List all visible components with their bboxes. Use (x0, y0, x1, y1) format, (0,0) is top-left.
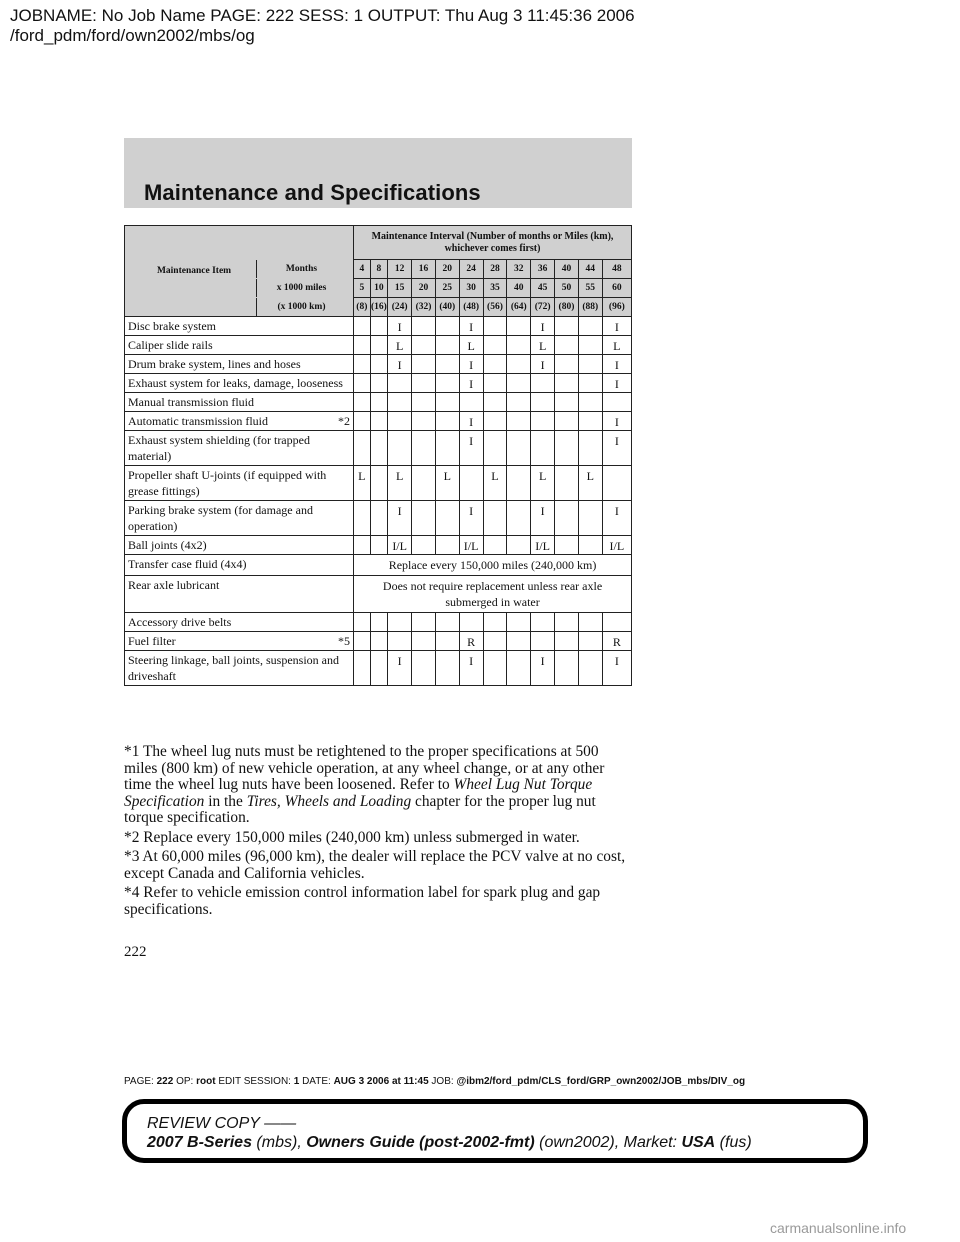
lug-nut-torque-reference: Wheel Lug Nut Torque Specification (124, 776, 593, 810)
row-cell: I (531, 651, 555, 686)
row-cell (370, 431, 388, 466)
row-cell (483, 336, 507, 355)
row-item (125, 613, 354, 632)
job-line: JOBNAME: No Job Name PAGE: 222 SESS: 1 OUTPUT: Thu Aug 3 11:45:36 2006 (10, 6, 635, 25)
row-cell (555, 412, 579, 431)
row-cell (578, 393, 602, 412)
row-cell (412, 355, 436, 374)
row-cell (435, 632, 459, 651)
row-cell: L (578, 466, 602, 501)
table-row (125, 555, 632, 576)
row-cell (507, 651, 531, 686)
table-row (125, 613, 632, 632)
row-cell (483, 536, 507, 555)
row-cell (507, 536, 531, 555)
header-months-6: 24 (459, 260, 483, 279)
header-miles-12: 60 (602, 279, 631, 298)
row-cell (507, 374, 531, 393)
row-cell (412, 374, 436, 393)
row-cell (388, 632, 412, 651)
header-km-9: (72) (531, 298, 555, 317)
row-cell: L (435, 466, 459, 501)
maintenance-table (124, 225, 632, 686)
table-row (125, 466, 632, 501)
row-cell (354, 393, 371, 412)
row-cell (388, 613, 412, 632)
header-miles-11: 55 (578, 279, 602, 298)
job-path: /ford_pdm/ford/own2002/mbs/og (10, 26, 255, 45)
row-cell (531, 431, 555, 466)
row-cell (354, 317, 371, 336)
row-cell (412, 466, 436, 501)
header-km-5: (40) (435, 298, 459, 317)
footnotes (124, 744, 634, 921)
row-cell (578, 632, 602, 651)
review-copy-label: REVIEW COPY —— (147, 1115, 297, 1132)
row-span-text: Replace every 150,000 miles (240,000 km) (354, 555, 632, 576)
row-cell (507, 412, 531, 431)
row-cell: R (459, 632, 483, 651)
header-months-5: 20 (435, 260, 459, 279)
row-cell (531, 393, 555, 412)
row-cell (578, 336, 602, 355)
row-cell (412, 317, 436, 336)
row-cell (388, 412, 412, 431)
row-cell: I (602, 501, 631, 536)
table-row (125, 374, 632, 393)
row-cell (435, 536, 459, 555)
row-cell (578, 613, 602, 632)
section-title: Maintenance and Specifications (144, 180, 481, 205)
header-km-label: (x 1000 km) (256, 298, 346, 316)
table-row (125, 355, 632, 374)
header-miles-10: 50 (555, 279, 579, 298)
header-maintenance-item: Maintenance Item (125, 226, 354, 317)
table-row (125, 336, 632, 355)
row-cell (578, 412, 602, 431)
header-miles-3: 15 (388, 279, 412, 298)
row-cell (412, 336, 436, 355)
row-cell (483, 317, 507, 336)
row-cell (483, 632, 507, 651)
table-row (125, 536, 632, 555)
row-item-label: Fuel filter (128, 634, 176, 648)
row-cell (578, 431, 602, 466)
row-cell (578, 536, 602, 555)
row-cell: I (531, 355, 555, 374)
row-cell (435, 651, 459, 686)
row-cell (435, 317, 459, 336)
row-cell (370, 336, 388, 355)
row-cell (555, 613, 579, 632)
row-cell (555, 466, 579, 501)
row-cell (602, 613, 631, 632)
row-cell (578, 374, 602, 393)
row-cell (578, 501, 602, 536)
header-km-11: (88) (578, 298, 602, 317)
row-cell (435, 501, 459, 536)
header-miles-6: 30 (459, 279, 483, 298)
header-km-4: (32) (412, 298, 436, 317)
row-item (125, 632, 354, 651)
row-footnote-ref: *5 (338, 634, 351, 648)
header-miles-1: 5 (354, 279, 371, 298)
row-cell (483, 651, 507, 686)
row-cell: I/L (388, 536, 412, 555)
row-cell (531, 613, 555, 632)
header-miles-7: 35 (483, 279, 507, 298)
header-months-label: Months (256, 260, 346, 278)
row-cell (354, 536, 371, 555)
header-km-2: (16) (370, 298, 388, 317)
row-cell (370, 501, 388, 536)
row-cell (507, 431, 531, 466)
row-cell (388, 431, 412, 466)
row-cell: I (602, 431, 631, 466)
row-cell: I (602, 412, 631, 431)
header-miles-8: 40 (507, 279, 531, 298)
row-cell (370, 374, 388, 393)
row-cell (370, 355, 388, 374)
row-cell: L (388, 336, 412, 355)
row-cell: I (388, 501, 412, 536)
row-item (125, 355, 354, 374)
row-item (125, 412, 354, 431)
header-miles-9: 45 (531, 279, 555, 298)
row-cell: I (388, 355, 412, 374)
row-cell: I (459, 355, 483, 374)
row-cell: I (602, 374, 631, 393)
row-cell (555, 651, 579, 686)
header-interval: Maintenance Interval (Number of months or Miles (km), whichever comes first) (354, 226, 632, 260)
row-cell: I/L (531, 536, 555, 555)
row-footnote-ref: *2 (338, 414, 351, 428)
row-cell (507, 466, 531, 501)
row-item (125, 317, 354, 336)
row-cell (354, 374, 371, 393)
footnote-3: *3 At 60,000 miles (96,000 km), the dealer will replace the PCV valve at no cost, except Canada and California vehicles. (124, 848, 626, 882)
row-cell (578, 317, 602, 336)
row-cell: I (459, 651, 483, 686)
row-cell (388, 393, 412, 412)
row-cell: L (459, 336, 483, 355)
row-item-label: Manual transmission fluid (128, 395, 254, 409)
row-item-label: Rear axle lubricant (128, 578, 220, 592)
table-row (125, 632, 632, 651)
row-cell: I (531, 501, 555, 536)
row-cell: I/L (459, 536, 483, 555)
row-cell (354, 501, 371, 536)
row-cell (370, 632, 388, 651)
row-cell (435, 374, 459, 393)
job-header (10, 6, 635, 46)
watermark: carmanualsonline.info (770, 1220, 907, 1236)
row-cell: I (602, 355, 631, 374)
row-cell (555, 632, 579, 651)
row-cell (507, 632, 531, 651)
row-cell (370, 536, 388, 555)
row-cell (578, 651, 602, 686)
footnote-2: *2 Replace every 150,000 miles (240,000 km) unless submerged in water. (124, 828, 580, 846)
header-km-7: (56) (483, 298, 507, 317)
header-months-8: 32 (507, 260, 531, 279)
row-cell: L (388, 466, 412, 501)
row-item-label: Caliper slide rails (128, 338, 213, 352)
row-item (125, 393, 354, 412)
row-cell (483, 412, 507, 431)
row-cell (412, 613, 436, 632)
review-copy-box (122, 1099, 868, 1163)
row-cell (531, 412, 555, 431)
row-cell (354, 412, 371, 431)
row-cell (555, 431, 579, 466)
header-months-11: 44 (578, 260, 602, 279)
row-cell (435, 355, 459, 374)
header-miles-label: x 1000 miles (256, 279, 346, 297)
row-cell (370, 317, 388, 336)
row-cell (555, 317, 579, 336)
row-cell: I (459, 412, 483, 431)
row-cell (354, 632, 371, 651)
table-row (125, 576, 632, 613)
row-item (125, 536, 354, 555)
row-cell (483, 355, 507, 374)
row-cell (459, 393, 483, 412)
header-months-9: 36 (531, 260, 555, 279)
table-row (125, 393, 632, 412)
row-item-label: Drum brake system, lines and hoses (128, 357, 301, 371)
row-cell (507, 613, 531, 632)
row-cell (412, 431, 436, 466)
header-months-4: 16 (412, 260, 436, 279)
row-cell (555, 501, 579, 536)
header-miles-4: 20 (412, 279, 436, 298)
row-cell (354, 613, 371, 632)
page-number: 222 (124, 944, 147, 960)
row-cell (531, 632, 555, 651)
section-header-band (124, 138, 632, 208)
row-cell (483, 393, 507, 412)
row-cell: L (354, 466, 371, 501)
footer-meta: PAGE: 222 OP: root EDIT SESSION: 1 DATE: AUG 3 2006 at 11:45 JOB: @ibm2/ford_pdm/CLS_ford/GRP_own2002/JOB_mbs/DIV_og (124, 1076, 746, 1087)
row-cell (412, 412, 436, 431)
row-cell (483, 613, 507, 632)
row-cell (370, 393, 388, 412)
row-cell (602, 393, 631, 412)
row-cell: I (388, 651, 412, 686)
row-cell: L (531, 466, 555, 501)
table-row (125, 651, 632, 686)
row-cell: I (602, 651, 631, 686)
row-cell (555, 355, 579, 374)
header-km-8: (64) (507, 298, 531, 317)
row-cell (354, 651, 371, 686)
header-km-12: (96) (602, 298, 631, 317)
row-item (125, 374, 354, 393)
row-cell (435, 393, 459, 412)
row-cell (412, 393, 436, 412)
row-cell (435, 431, 459, 466)
row-item-label: Propeller shaft U-joints (if equipped with grease fittings) (128, 468, 327, 498)
row-cell (412, 651, 436, 686)
row-item-label: Accessory drive belts (128, 615, 232, 629)
row-item (125, 555, 354, 576)
header-miles-2: 10 (370, 279, 388, 298)
row-cell (354, 431, 371, 466)
row-cell (507, 336, 531, 355)
row-cell: I (459, 431, 483, 466)
header-km-6: (48) (459, 298, 483, 317)
row-item (125, 336, 354, 355)
row-cell: L (483, 466, 507, 501)
row-cell (435, 336, 459, 355)
row-item-label: Disc brake system (128, 319, 216, 333)
header-row-interval (125, 226, 632, 260)
tires-chapter-reference: Tires, Wheels and Loading (246, 792, 412, 810)
row-cell (412, 536, 436, 555)
header-miles-5: 25 (435, 279, 459, 298)
row-cell (578, 355, 602, 374)
row-item-label: Transfer case fluid (4x4) (128, 557, 247, 571)
table-row (125, 412, 632, 431)
row-cell (602, 466, 631, 501)
row-cell (531, 374, 555, 393)
row-item-label: Exhaust system shielding (for trapped material) (128, 433, 310, 463)
row-item (125, 466, 354, 501)
row-cell (507, 355, 531, 374)
row-cell (555, 393, 579, 412)
row-cell (412, 632, 436, 651)
row-item-label: Exhaust system for leaks, damage, looseness (128, 376, 343, 390)
header-months-2: 8 (370, 260, 388, 279)
row-cell: L (602, 336, 631, 355)
header-months-3: 12 (388, 260, 412, 279)
footnote-4: *4 Refer to vehicle emission control information label for spark plug and gap specifications. (124, 884, 601, 918)
row-item-label: Ball joints (4x2) (128, 538, 207, 552)
header-km-3: (24) (388, 298, 412, 317)
header-months-1: 4 (354, 260, 371, 279)
row-cell (507, 393, 531, 412)
table-row (125, 431, 632, 466)
row-item (125, 431, 354, 466)
row-cell: R (602, 632, 631, 651)
row-cell: L (531, 336, 555, 355)
row-item-label: Automatic transmission fluid (128, 414, 268, 428)
row-cell (388, 374, 412, 393)
row-cell (507, 501, 531, 536)
row-cell (555, 536, 579, 555)
header-months-12: 48 (602, 260, 631, 279)
header-months-10: 40 (555, 260, 579, 279)
row-item (125, 576, 354, 613)
table-row (125, 317, 632, 336)
row-cell (459, 466, 483, 501)
row-cell (370, 412, 388, 431)
footnote-1: *1 The wheel lug nuts must be retightened to the proper specifications at 500 miles (800 km) of new vehicle operation, at any wheel change, or at any other time the wheel lug nuts have been loosened. Refer to Wheel Lug Nut Torque Specification in the Tires, Wheels and Loading chapter for the proper lug nut torque specification. (124, 743, 605, 826)
table-row (125, 501, 632, 536)
header-km-1: (8) (354, 298, 371, 317)
row-item-label: Steering linkage, ball joints, suspension and driveshaft (128, 653, 339, 683)
row-item-label: Parking brake system (for damage and operation) (128, 503, 313, 533)
row-cell: I/L (602, 536, 631, 555)
row-cell: I (459, 374, 483, 393)
row-cell (459, 613, 483, 632)
row-cell (412, 501, 436, 536)
row-cell (370, 613, 388, 632)
row-cell: I (459, 317, 483, 336)
row-cell (354, 355, 371, 374)
row-cell: I (602, 317, 631, 336)
row-cell (370, 466, 388, 501)
row-item (125, 651, 354, 686)
header-months-7: 28 (483, 260, 507, 279)
row-cell: I (388, 317, 412, 336)
row-span-text: Does not require replacement unless rear axle submerged in water (354, 576, 632, 613)
row-cell (483, 501, 507, 536)
row-cell (555, 374, 579, 393)
row-item (125, 501, 354, 536)
row-cell (507, 317, 531, 336)
row-cell (435, 412, 459, 431)
row-cell (435, 613, 459, 632)
row-cell: I (531, 317, 555, 336)
header-km-10: (80) (555, 298, 579, 317)
row-cell (354, 336, 371, 355)
review-copy-details: 2007 B-Series (mbs), Owners Guide (post-2002-fmt) (own2002), Market: USA (fus) (147, 1134, 752, 1151)
row-cell (483, 431, 507, 466)
row-cell (370, 651, 388, 686)
row-cell (483, 374, 507, 393)
row-cell (555, 336, 579, 355)
row-cell: I (459, 501, 483, 536)
